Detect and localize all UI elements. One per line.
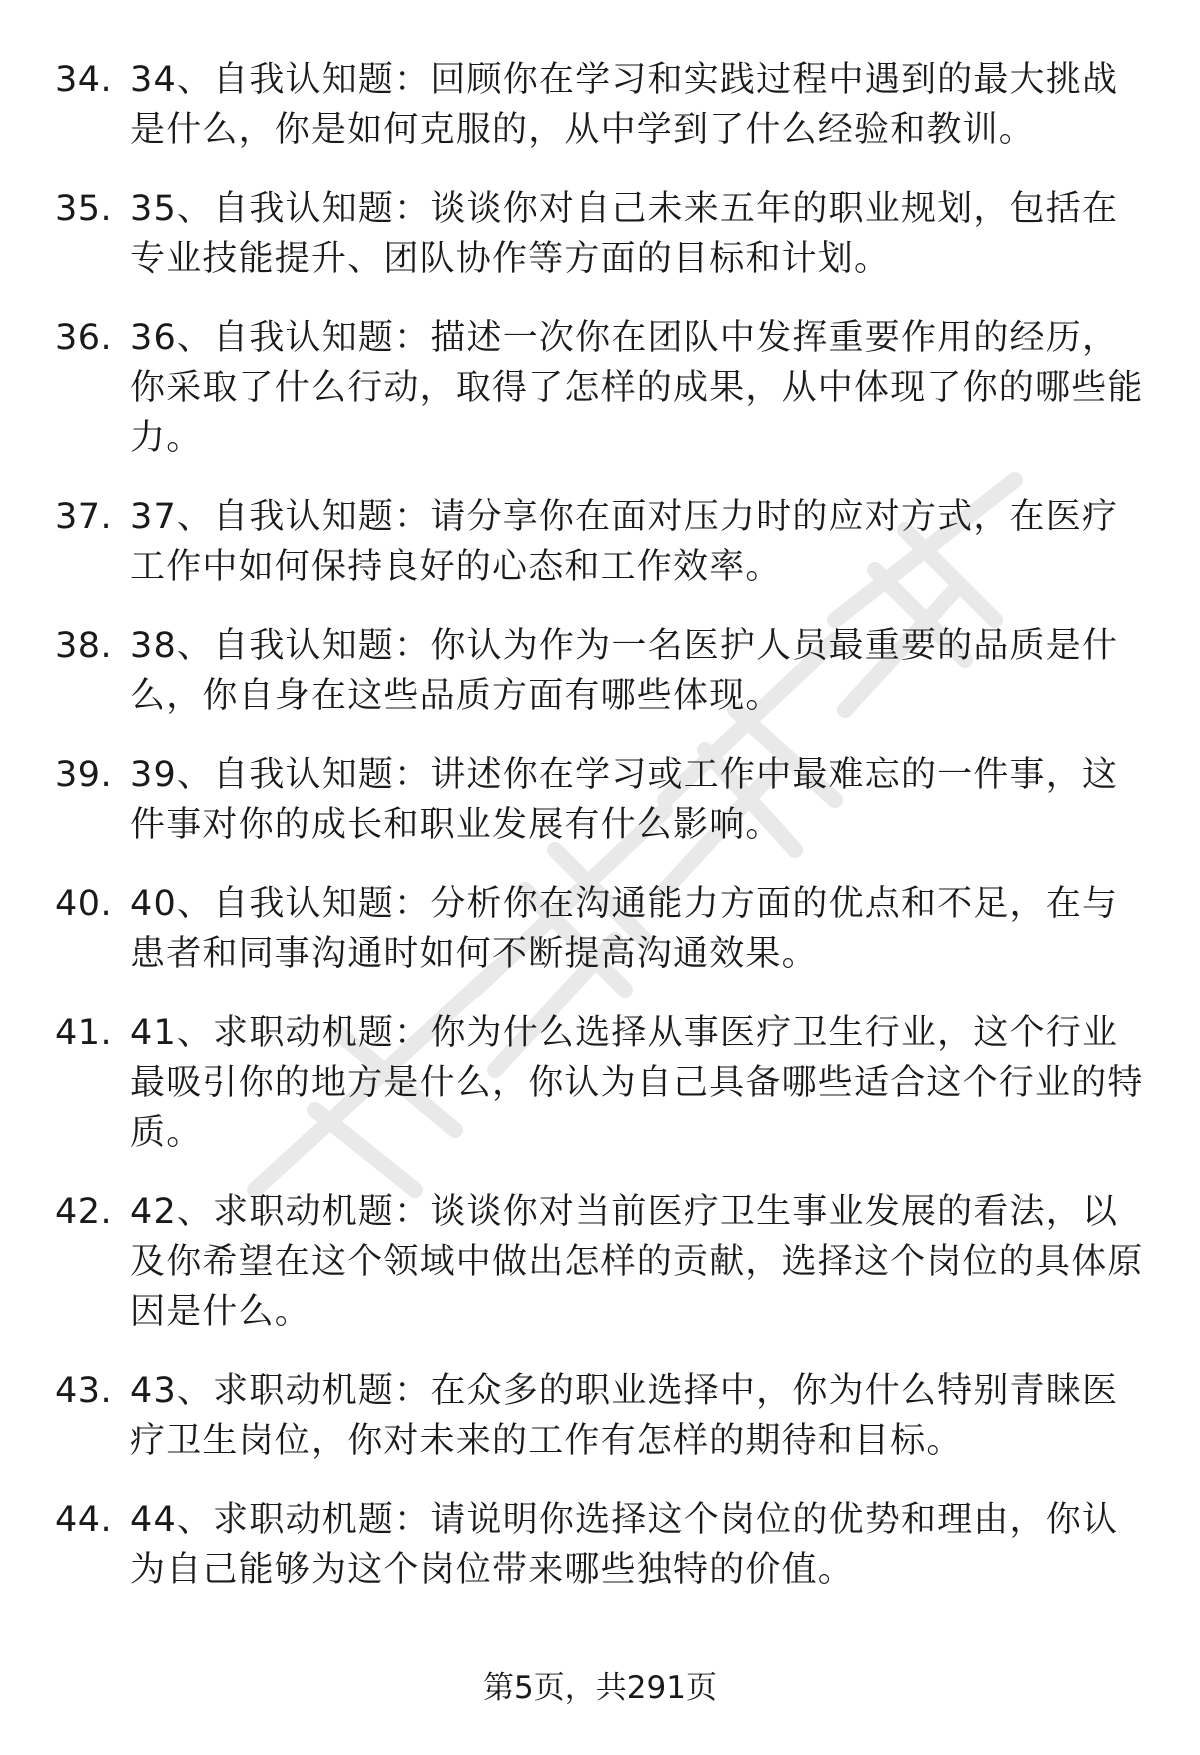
item-number: 43. — [55, 1371, 113, 1411]
item-text: 43、求职动机题：在众多的职业选择中，你为什么特别青睐医疗卫生岗位，你对未来的工作有怎样的期待和目标。 — [130, 1371, 1119, 1461]
item-text: 36、自我认知题：描述一次你在团队中发挥重要作用的经历，你采取了什么行动，取得了怎样的成果，从中体现了你的哪些能力。 — [130, 318, 1144, 458]
item-text: 37、自我认知题：请分享你在面对压力时的应对方式，在医疗工作中如何保持良好的心态和工作效率。 — [130, 497, 1119, 587]
item-number: 38. — [55, 626, 113, 666]
list-item — [0, 1187, 1200, 1337]
list-item — [0, 621, 1200, 721]
list-item — [0, 1366, 1200, 1466]
list-item — [0, 879, 1200, 979]
item-text: 40、自我认知题：分析你在沟通能力方面的优点和不足，在与患者和同事沟通时如何不断提高沟通效果。 — [130, 884, 1119, 974]
item-number: 40. — [55, 884, 113, 924]
question-list — [0, 55, 1200, 1624]
list-item — [0, 750, 1200, 850]
item-number: 44. — [55, 1500, 113, 1540]
list-item — [0, 492, 1200, 592]
list-item — [0, 313, 1200, 463]
list-item — [0, 55, 1200, 155]
item-text: 39、自我认知题：讲述你在学习或工作中最难忘的一件事，这件事对你的成长和职业发展有什么影响。 — [130, 755, 1119, 845]
item-number: 42. — [55, 1192, 113, 1232]
item-text: 41、求职动机题：你为什么选择从事医疗卫生行业，这个行业最吸引你的地方是什么，你认为自己具备哪些适合这个行业的特质。 — [130, 1013, 1144, 1153]
item-number: 37. — [55, 497, 113, 537]
item-text: 42、求职动机题：谈谈你对当前医疗卫生事业发展的看法，以及你希望在这个领域中做出怎样的贡献，选择这个岗位的具体原因是什么。 — [130, 1192, 1144, 1332]
list-item — [0, 184, 1200, 284]
item-number: 35. — [55, 189, 113, 229]
item-number: 39. — [55, 755, 113, 795]
page-footer: 第5页，共291页 — [483, 1670, 717, 1706]
item-text: 35、自我认知题：谈谈你对自己未来五年的职业规划，包括在专业技能提升、团队协作等方面的目标和计划。 — [130, 189, 1119, 279]
list-item — [0, 1008, 1200, 1158]
item-text: 34、自我认知题：回顾你在学习和实践过程中遇到的最大挑战是什么，你是如何克服的，从中学到了什么经验和教训。 — [130, 60, 1119, 150]
item-number: 34. — [55, 60, 113, 100]
item-number: 36. — [55, 318, 113, 358]
item-number: 41. — [55, 1013, 113, 1053]
item-text: 38、自我认知题：你认为作为一名医护人员最重要的品质是什么，你自身在这些品质方面有哪些体现。 — [130, 626, 1119, 716]
list-item — [0, 1495, 1200, 1595]
item-text: 44、求职动机题：请说明你选择这个岗位的优势和理由，你认为自己能够为这个岗位带来哪些独特的价值。 — [130, 1500, 1119, 1590]
